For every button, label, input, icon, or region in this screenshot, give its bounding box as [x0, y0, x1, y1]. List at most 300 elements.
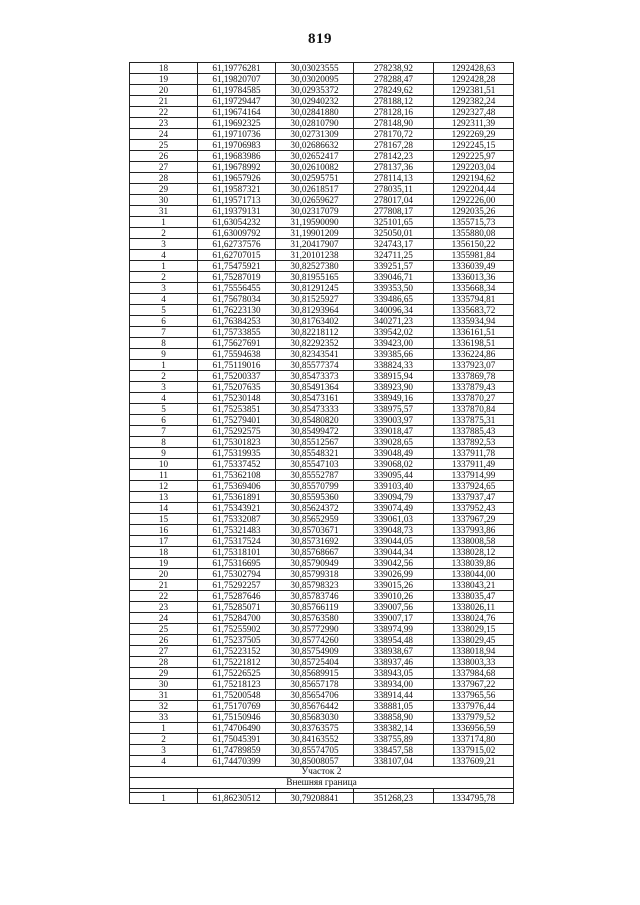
cell-point-number: 25 — [130, 140, 198, 151]
cell-point-number: 30 — [130, 679, 198, 690]
cell-x-coordinate: 340096,34 — [354, 305, 434, 316]
cell-point-number: 15 — [130, 514, 198, 525]
cell-longitude: 30,85574705 — [276, 745, 354, 756]
cell-latitude: 61,62707015 — [198, 250, 276, 261]
table-row — [130, 195, 514, 206]
cell-latitude: 61,75627691 — [198, 338, 276, 349]
cell-point-number: 6 — [130, 415, 198, 426]
cell-latitude: 61,19678992 — [198, 162, 276, 173]
cell-latitude: 61,19379131 — [198, 206, 276, 217]
table-row — [130, 723, 514, 734]
cell-point-number: 19 — [130, 558, 198, 569]
table-row — [130, 85, 514, 96]
cell-latitude: 61,75316695 — [198, 558, 276, 569]
cell-latitude: 61,75287019 — [198, 272, 276, 283]
cell-point-number: 22 — [130, 591, 198, 602]
cell-y-coordinate: 1292428,28 — [434, 74, 514, 85]
cell-longitude: 30,85473161 — [276, 393, 354, 404]
cell-y-coordinate: 1337965,56 — [434, 690, 514, 701]
cell-latitude: 61,19784585 — [198, 85, 276, 96]
table-row — [130, 756, 514, 767]
cell-longitude: 30,82527380 — [276, 261, 354, 272]
cell-point-number: 18 — [130, 547, 198, 558]
cell-point-number: 20 — [130, 569, 198, 580]
table-row — [130, 558, 514, 569]
cell-latitude: 61,75285071 — [198, 602, 276, 613]
table-row — [130, 613, 514, 624]
table-row — [130, 525, 514, 536]
cell-latitude: 61,75150946 — [198, 712, 276, 723]
cell-x-coordinate: 278137,36 — [354, 162, 434, 173]
cell-longitude: 30,85676442 — [276, 701, 354, 712]
cell-y-coordinate: 1338039,86 — [434, 558, 514, 569]
cell-point-number: 1 — [130, 360, 198, 371]
cell-y-coordinate: 1292269,29 — [434, 129, 514, 140]
cell-longitude: 30,85570799 — [276, 481, 354, 492]
cell-latitude: 61,75292575 — [198, 426, 276, 437]
cell-point-number: 28 — [130, 657, 198, 668]
cell-y-coordinate: 1337976,44 — [434, 701, 514, 712]
cell-x-coordinate: 277808,17 — [354, 206, 434, 217]
cell-y-coordinate: 1338043,21 — [434, 580, 514, 591]
cell-point-number: 21 — [130, 96, 198, 107]
cell-y-coordinate: 1292194,62 — [434, 173, 514, 184]
cell-point-number: 4 — [130, 294, 198, 305]
cell-y-coordinate: 1335794,81 — [434, 294, 514, 305]
cell-y-coordinate: 1292035,26 — [434, 206, 514, 217]
cell-latitude: 61,63054232 — [198, 217, 276, 228]
cell-y-coordinate: 1337979,52 — [434, 712, 514, 723]
cell-point-number: 2 — [130, 371, 198, 382]
cell-latitude: 61,75678034 — [198, 294, 276, 305]
table-row — [130, 404, 514, 415]
cell-longitude: 31,20101238 — [276, 250, 354, 261]
cell-x-coordinate: 338858,90 — [354, 712, 434, 723]
cell-latitude: 61,75200548 — [198, 690, 276, 701]
cell-x-coordinate: 351268,23 — [354, 793, 434, 804]
cell-y-coordinate: 1292226,00 — [434, 195, 514, 206]
section-title: Участок 2 — [130, 767, 514, 778]
cell-y-coordinate: 1337609,21 — [434, 756, 514, 767]
table-row — [130, 646, 514, 657]
cell-longitude: 30,85790949 — [276, 558, 354, 569]
cell-longitude: 30,85774260 — [276, 635, 354, 646]
cell-y-coordinate: 1337174,80 — [434, 734, 514, 745]
cell-latitude: 61,76384253 — [198, 316, 276, 327]
cell-point-number: 32 — [130, 701, 198, 712]
table-row — [130, 492, 514, 503]
table-row — [130, 107, 514, 118]
table-row — [130, 118, 514, 129]
cell-y-coordinate: 1337885,43 — [434, 426, 514, 437]
cell-point-number: 11 — [130, 470, 198, 481]
cell-point-number: 4 — [130, 250, 198, 261]
table-row — [130, 294, 514, 305]
table-row — [130, 470, 514, 481]
cell-latitude: 61,75237505 — [198, 635, 276, 646]
cell-x-coordinate: 339074,49 — [354, 503, 434, 514]
cell-y-coordinate: 1292327,48 — [434, 107, 514, 118]
table-row — [130, 657, 514, 668]
cell-y-coordinate: 1337993,86 — [434, 525, 514, 536]
cell-longitude: 30,02595751 — [276, 173, 354, 184]
cell-point-number: 3 — [130, 239, 198, 250]
cell-x-coordinate: 339068,02 — [354, 459, 434, 470]
cell-point-number: 30 — [130, 195, 198, 206]
cell-y-coordinate: 1337914,99 — [434, 470, 514, 481]
table-row — [130, 305, 514, 316]
cell-longitude: 30,02618517 — [276, 184, 354, 195]
table-row — [130, 668, 514, 679]
cell-latitude: 61,75317524 — [198, 536, 276, 547]
cell-longitude: 30,02686632 — [276, 140, 354, 151]
cell-y-coordinate: 1337870,27 — [434, 393, 514, 404]
cell-y-coordinate: 1337869,78 — [434, 371, 514, 382]
cell-latitude: 61,75170769 — [198, 701, 276, 712]
cell-latitude: 61,74789859 — [198, 745, 276, 756]
cell-latitude: 61,75284700 — [198, 613, 276, 624]
cell-longitude: 30,85512567 — [276, 437, 354, 448]
cell-latitude: 61,19571713 — [198, 195, 276, 206]
cell-point-number: 1 — [130, 723, 198, 734]
cell-y-coordinate: 1338026,11 — [434, 602, 514, 613]
cell-y-coordinate: 1337937,47 — [434, 492, 514, 503]
cell-x-coordinate: 339044,05 — [354, 536, 434, 547]
cell-x-coordinate: 339095,44 — [354, 470, 434, 481]
cell-y-coordinate: 1337879,43 — [434, 382, 514, 393]
table-row — [130, 96, 514, 107]
cell-x-coordinate: 339094,79 — [354, 492, 434, 503]
cell-longitude: 30,02317079 — [276, 206, 354, 217]
cell-x-coordinate: 340271,23 — [354, 316, 434, 327]
cell-point-number: 5 — [130, 305, 198, 316]
table-row — [130, 415, 514, 426]
cell-x-coordinate: 338974,99 — [354, 624, 434, 635]
coordinates-table — [129, 62, 514, 804]
cell-point-number: 4 — [130, 393, 198, 404]
cell-x-coordinate: 338382,14 — [354, 723, 434, 734]
cell-latitude: 61,86230512 — [198, 793, 276, 804]
cell-y-coordinate: 1338018,94 — [434, 646, 514, 657]
cell-longitude: 30,85772990 — [276, 624, 354, 635]
table-row — [130, 547, 514, 558]
table-row — [130, 382, 514, 393]
cell-point-number: 20 — [130, 85, 198, 96]
cell-latitude: 61,75733855 — [198, 327, 276, 338]
cell-x-coordinate: 339046,71 — [354, 272, 434, 283]
table-row — [130, 734, 514, 745]
cell-longitude: 30,81293964 — [276, 305, 354, 316]
cell-point-number: 23 — [130, 118, 198, 129]
cell-x-coordinate: 278142,23 — [354, 151, 434, 162]
cell-y-coordinate: 1335668,34 — [434, 283, 514, 294]
cell-x-coordinate: 339003,97 — [354, 415, 434, 426]
cell-point-number: 4 — [130, 756, 198, 767]
cell-point-number: 24 — [130, 129, 198, 140]
table-row — [130, 162, 514, 173]
cell-x-coordinate: 278238,92 — [354, 63, 434, 74]
table-row — [130, 151, 514, 162]
cell-x-coordinate: 338457,58 — [354, 745, 434, 756]
cell-x-coordinate: 339048,73 — [354, 525, 434, 536]
cell-y-coordinate: 1292382,24 — [434, 96, 514, 107]
cell-longitude: 30,85754909 — [276, 646, 354, 657]
cell-latitude: 61,19683986 — [198, 151, 276, 162]
cell-x-coordinate: 339026,99 — [354, 569, 434, 580]
cell-point-number: 7 — [130, 327, 198, 338]
cell-point-number: 29 — [130, 668, 198, 679]
cell-latitude: 61,75337452 — [198, 459, 276, 470]
cell-x-coordinate: 339010,26 — [354, 591, 434, 602]
table-row — [130, 437, 514, 448]
cell-x-coordinate: 278128,16 — [354, 107, 434, 118]
cell-longitude: 30,85783746 — [276, 591, 354, 602]
table-row — [130, 591, 514, 602]
table-row — [130, 624, 514, 635]
cell-y-coordinate: 1292204,44 — [434, 184, 514, 195]
table-row — [130, 173, 514, 184]
cell-longitude: 30,85725404 — [276, 657, 354, 668]
table-row — [130, 327, 514, 338]
section-subtitle: Внешняя граница — [130, 778, 514, 789]
cell-latitude: 61,75218123 — [198, 679, 276, 690]
cell-point-number: 8 — [130, 338, 198, 349]
cell-y-coordinate: 1336039,49 — [434, 261, 514, 272]
cell-y-coordinate: 1337967,29 — [434, 514, 514, 525]
cell-latitude: 61,75594638 — [198, 349, 276, 360]
cell-y-coordinate: 1355715,73 — [434, 217, 514, 228]
cell-point-number: 1 — [130, 793, 198, 804]
cell-x-coordinate: 278249,62 — [354, 85, 434, 96]
cell-latitude: 61,75301823 — [198, 437, 276, 448]
cell-longitude: 30,82292352 — [276, 338, 354, 349]
table-row — [130, 481, 514, 492]
table-row — [130, 250, 514, 261]
cell-x-coordinate: 324711,25 — [354, 250, 434, 261]
table-row — [130, 316, 514, 327]
cell-point-number: 24 — [130, 613, 198, 624]
cell-latitude: 61,74470399 — [198, 756, 276, 767]
cell-point-number: 14 — [130, 503, 198, 514]
cell-longitude: 30,83763575 — [276, 723, 354, 734]
cell-point-number: 2 — [130, 734, 198, 745]
cell-point-number: 31 — [130, 206, 198, 217]
cell-latitude: 61,19674164 — [198, 107, 276, 118]
cell-latitude: 61,62737576 — [198, 239, 276, 250]
cell-longitude: 30,85799318 — [276, 569, 354, 580]
cell-x-coordinate: 339423,00 — [354, 338, 434, 349]
cell-x-coordinate: 324743,17 — [354, 239, 434, 250]
cell-longitude: 30,85683030 — [276, 712, 354, 723]
cell-longitude: 30,03020095 — [276, 74, 354, 85]
cell-longitude: 30,85473333 — [276, 404, 354, 415]
cell-latitude: 61,75332087 — [198, 514, 276, 525]
cell-longitude: 30,85703671 — [276, 525, 354, 536]
cell-y-coordinate: 1292311,39 — [434, 118, 514, 129]
cell-y-coordinate: 1338044,00 — [434, 569, 514, 580]
table-row — [130, 503, 514, 514]
cell-point-number: 27 — [130, 646, 198, 657]
cell-y-coordinate: 1292245,15 — [434, 140, 514, 151]
cell-longitude: 30,85499472 — [276, 426, 354, 437]
table-row — [130, 793, 514, 804]
cell-x-coordinate: 338915,94 — [354, 371, 434, 382]
cell-longitude: 30,02841880 — [276, 107, 354, 118]
cell-y-coordinate: 1337952,43 — [434, 503, 514, 514]
cell-x-coordinate: 339542,02 — [354, 327, 434, 338]
cell-x-coordinate: 278017,04 — [354, 195, 434, 206]
cell-longitude: 30,02935372 — [276, 85, 354, 96]
table-row — [130, 129, 514, 140]
cell-latitude: 61,75292257 — [198, 580, 276, 591]
cell-longitude: 30,85491364 — [276, 382, 354, 393]
cell-longitude: 30,85689915 — [276, 668, 354, 679]
cell-y-coordinate: 1292381,51 — [434, 85, 514, 96]
table-row — [130, 63, 514, 74]
cell-x-coordinate: 339048,49 — [354, 448, 434, 459]
cell-latitude: 61,75343921 — [198, 503, 276, 514]
cell-longitude: 30,85480820 — [276, 415, 354, 426]
cell-point-number: 17 — [130, 536, 198, 547]
cell-longitude: 30,02652417 — [276, 151, 354, 162]
cell-y-coordinate: 1334795,78 — [434, 793, 514, 804]
cell-latitude: 61,75226525 — [198, 668, 276, 679]
cell-x-coordinate: 338949,16 — [354, 393, 434, 404]
table-row — [130, 74, 514, 85]
cell-latitude: 61,75319935 — [198, 448, 276, 459]
table-row — [130, 206, 514, 217]
cell-x-coordinate: 338824,33 — [354, 360, 434, 371]
cell-latitude: 61,19820707 — [198, 74, 276, 85]
cell-y-coordinate: 1292428,63 — [434, 63, 514, 74]
cell-x-coordinate: 278170,72 — [354, 129, 434, 140]
table-row — [130, 459, 514, 470]
cell-point-number: 28 — [130, 173, 198, 184]
cell-point-number: 7 — [130, 426, 198, 437]
table-row — [130, 426, 514, 437]
cell-point-number: 3 — [130, 382, 198, 393]
cell-x-coordinate: 338938,67 — [354, 646, 434, 657]
cell-y-coordinate: 1337915,02 — [434, 745, 514, 756]
cell-y-coordinate: 1336161,51 — [434, 327, 514, 338]
cell-latitude: 61,75318101 — [198, 547, 276, 558]
cell-x-coordinate: 339007,56 — [354, 602, 434, 613]
cell-y-coordinate: 1356150,22 — [434, 239, 514, 250]
cell-latitude: 61,75361891 — [198, 492, 276, 503]
cell-point-number: 5 — [130, 404, 198, 415]
cell-point-number: 6 — [130, 316, 198, 327]
cell-y-coordinate: 1338024,76 — [434, 613, 514, 624]
cell-longitude: 30,81291245 — [276, 283, 354, 294]
cell-point-number: 26 — [130, 635, 198, 646]
table-row — [130, 514, 514, 525]
cell-x-coordinate: 339103,40 — [354, 481, 434, 492]
cell-latitude: 61,19710736 — [198, 129, 276, 140]
cell-x-coordinate: 339015,26 — [354, 580, 434, 591]
cell-point-number: 8 — [130, 437, 198, 448]
table-row — [130, 536, 514, 547]
cell-longitude: 31,19590090 — [276, 217, 354, 228]
cell-point-number: 12 — [130, 481, 198, 492]
cell-longitude: 30,85548321 — [276, 448, 354, 459]
cell-longitude: 30,85552787 — [276, 470, 354, 481]
cell-x-coordinate: 339251,57 — [354, 261, 434, 272]
cell-latitude: 61,75207635 — [198, 382, 276, 393]
cell-x-coordinate: 338914,44 — [354, 690, 434, 701]
cell-latitude: 61,75230148 — [198, 393, 276, 404]
table-row — [130, 228, 514, 239]
cell-point-number: 26 — [130, 151, 198, 162]
cell-point-number: 31 — [130, 690, 198, 701]
cell-y-coordinate: 1338029,15 — [434, 624, 514, 635]
cell-x-coordinate: 339007,17 — [354, 613, 434, 624]
cell-longitude: 30,02610082 — [276, 162, 354, 173]
cell-x-coordinate: 278188,12 — [354, 96, 434, 107]
cell-y-coordinate: 1338028,12 — [434, 547, 514, 558]
cell-longitude: 30,81763402 — [276, 316, 354, 327]
cell-point-number: 29 — [130, 184, 198, 195]
cell-latitude: 61,75255902 — [198, 624, 276, 635]
cell-longitude: 30,85731692 — [276, 536, 354, 547]
cell-x-coordinate: 325101,65 — [354, 217, 434, 228]
cell-y-coordinate: 1337911,78 — [434, 448, 514, 459]
cell-point-number: 25 — [130, 624, 198, 635]
table-row — [130, 448, 514, 459]
cell-x-coordinate: 338943,05 — [354, 668, 434, 679]
cell-latitude: 61,75287646 — [198, 591, 276, 602]
cell-longitude: 30,85763580 — [276, 613, 354, 624]
cell-x-coordinate: 338881,05 — [354, 701, 434, 712]
cell-latitude: 61,74706490 — [198, 723, 276, 734]
cell-longitude: 30,85657178 — [276, 679, 354, 690]
cell-x-coordinate: 278035,11 — [354, 184, 434, 195]
cell-longitude: 30,85768667 — [276, 547, 354, 558]
cell-point-number: 21 — [130, 580, 198, 591]
cell-point-number: 19 — [130, 74, 198, 85]
table-row — [130, 349, 514, 360]
cell-point-number: 3 — [130, 283, 198, 294]
cell-latitude: 61,76223130 — [198, 305, 276, 316]
cell-longitude: 30,85008057 — [276, 756, 354, 767]
cell-longitude: 30,02731309 — [276, 129, 354, 140]
table-row — [130, 140, 514, 151]
cell-latitude: 61,63009792 — [198, 228, 276, 239]
cell-y-coordinate: 1337875,31 — [434, 415, 514, 426]
table-row — [130, 184, 514, 195]
cell-x-coordinate: 278167,28 — [354, 140, 434, 151]
cell-latitude: 61,75253851 — [198, 404, 276, 415]
cell-longitude: 30,02940232 — [276, 96, 354, 107]
cell-x-coordinate: 339353,50 — [354, 283, 434, 294]
cell-longitude: 31,19901209 — [276, 228, 354, 239]
cell-y-coordinate: 1337924,65 — [434, 481, 514, 492]
cell-x-coordinate: 338975,57 — [354, 404, 434, 415]
cell-y-coordinate: 1338008,58 — [434, 536, 514, 547]
table-row — [130, 338, 514, 349]
cell-longitude: 30,85624372 — [276, 503, 354, 514]
table-row — [130, 701, 514, 712]
cell-longitude: 30,85595360 — [276, 492, 354, 503]
section-title-row — [130, 767, 514, 778]
cell-longitude: 30,82218112 — [276, 327, 354, 338]
cell-y-coordinate: 1335683,72 — [434, 305, 514, 316]
cell-longitude: 30,79208841 — [276, 793, 354, 804]
cell-point-number: 22 — [130, 107, 198, 118]
cell-latitude: 61,19776281 — [198, 63, 276, 74]
cell-latitude: 61,75223152 — [198, 646, 276, 657]
table-row — [130, 580, 514, 591]
cell-longitude: 30,85577374 — [276, 360, 354, 371]
